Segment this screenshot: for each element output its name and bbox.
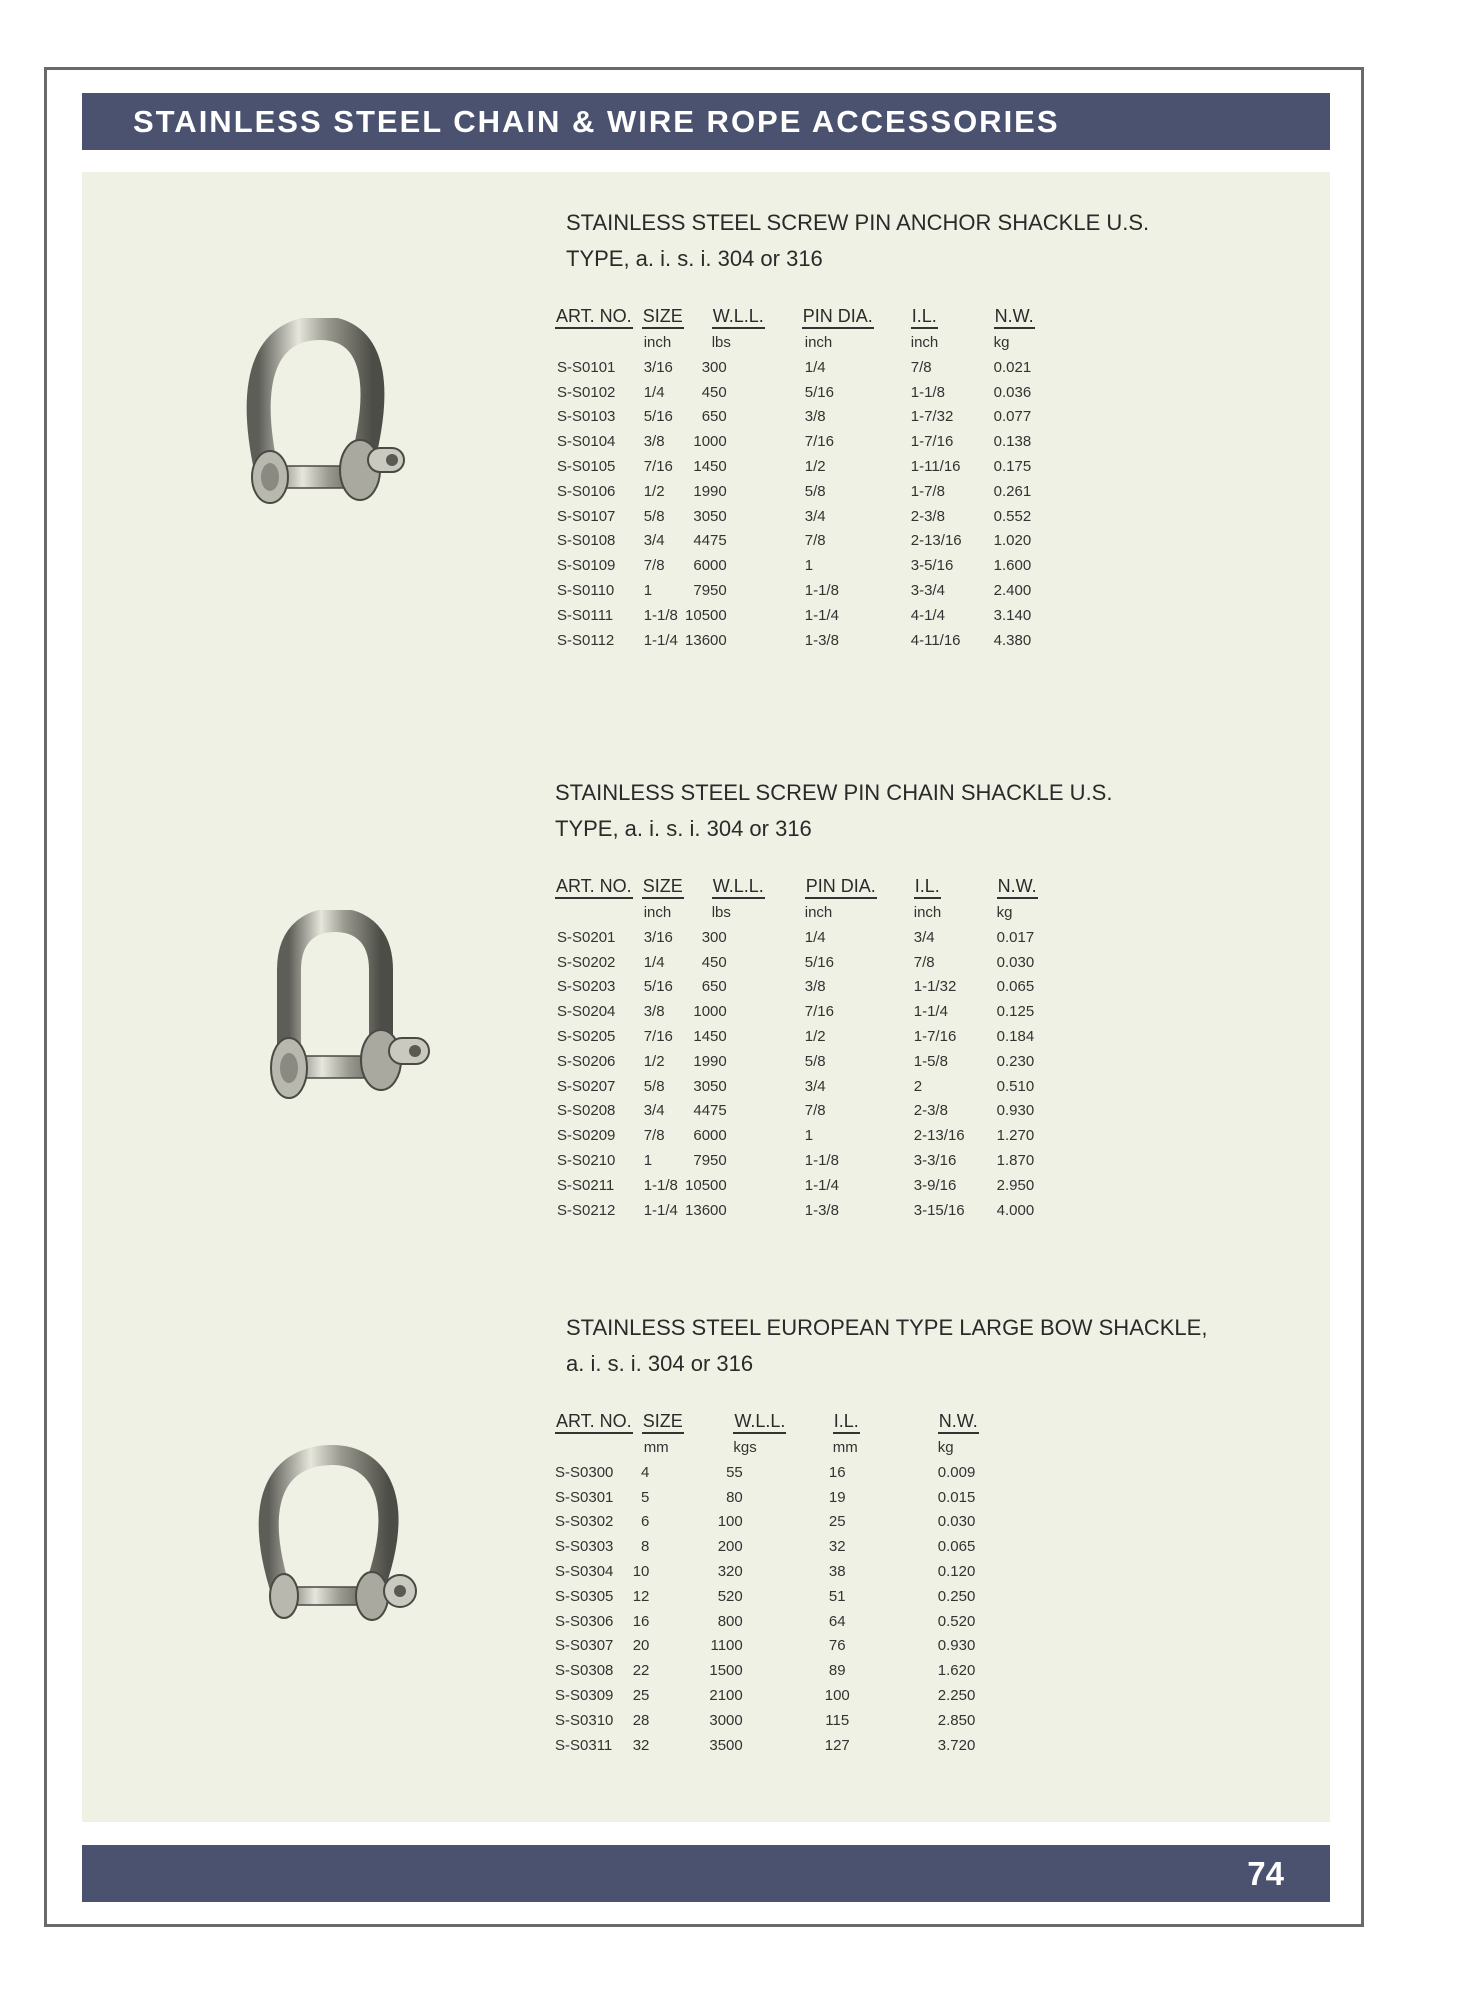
- title-line-2: a. i. s. i. 304 or 316: [566, 1351, 754, 1376]
- table-cell: 7950: [693, 1152, 727, 1170]
- title-line-1: STAINLESS STEEL EUROPEAN TYPE LARGE BOW SHACKLE,: [566, 1315, 1208, 1340]
- table-cell: 1450: [693, 1028, 727, 1046]
- table-cell: 0.930: [996, 1102, 1035, 1120]
- table-cell: 3000: [709, 1711, 743, 1729]
- table-cell: S-S0207: [557, 1077, 616, 1095]
- table-row: [555, 1683, 979, 1708]
- table-cell: S-S0101: [557, 358, 616, 376]
- col-size: SIZE: [642, 306, 684, 329]
- unit: mm: [643, 1438, 669, 1456]
- table-cell: 1990: [693, 1052, 727, 1070]
- table-cell: 3/4: [643, 532, 665, 550]
- table-cell: 0.261: [993, 482, 1032, 500]
- unit: lbs: [711, 333, 731, 351]
- table-cell: 1000: [693, 433, 727, 451]
- table-cell: 0.030: [937, 1513, 976, 1531]
- table-cell: 7/8: [804, 1102, 826, 1120]
- table-cell: 0.138: [993, 433, 1032, 451]
- table-cell: S-S0109: [557, 557, 616, 575]
- table-cell: S-S0212: [557, 1201, 616, 1219]
- table-cell: 3-3/4: [910, 582, 945, 600]
- table-cell: 6: [641, 1513, 650, 1531]
- table-row: [555, 429, 1035, 454]
- table-cell: S-S0201: [557, 928, 616, 946]
- table-cell: 100: [824, 1687, 850, 1705]
- table-cell: 3050: [693, 507, 727, 525]
- unit: inch: [643, 333, 672, 351]
- table-cell: 1: [643, 582, 653, 600]
- table-cell: 300: [701, 928, 727, 946]
- table-cell: 127: [824, 1736, 850, 1754]
- table-cell: 64: [828, 1612, 846, 1630]
- col-wll: W.L.L.: [733, 1411, 786, 1434]
- table-cell: 4475: [693, 1102, 727, 1120]
- table-cell: 1-7/16: [913, 1028, 957, 1046]
- table-cell: S-S0202: [557, 953, 616, 971]
- table-cell: 1990: [693, 482, 727, 500]
- table-cell: S-S0105: [557, 458, 616, 476]
- table-cell: 55: [726, 1463, 743, 1481]
- table-cell: 0.015: [937, 1488, 976, 1506]
- table-cell: 3-9/16: [913, 1176, 957, 1194]
- table-cell: S-S0204: [557, 1003, 616, 1021]
- table-cell: S-S0310: [555, 1711, 614, 1729]
- table-row: [555, 1460, 979, 1485]
- table-body: [555, 355, 1035, 653]
- col-nw: N.W.: [938, 1411, 979, 1434]
- table-cell: 1-1/8: [643, 1176, 678, 1194]
- table-cell: 25: [632, 1687, 650, 1705]
- table-row: [555, 355, 1035, 380]
- page-number: 74: [1247, 1855, 1284, 1892]
- unit: inch: [804, 333, 833, 351]
- unit: kg: [937, 1438, 954, 1456]
- table-cell: 1-1/8: [910, 383, 945, 401]
- table-cell: 51: [828, 1587, 846, 1605]
- table-cell: 3050: [693, 1077, 727, 1095]
- table-cell: 1-1/4: [804, 606, 839, 624]
- title-line-1: STAINLESS STEEL SCREW PIN ANCHOR SHACKLE U.S.: [566, 210, 1150, 235]
- table-cell: 3-5/16: [910, 557, 954, 575]
- chain-shackle-photo: [255, 910, 445, 1130]
- footer-bar: [82, 1845, 1330, 1902]
- table-cell: 2.250: [937, 1687, 976, 1705]
- table-cell: 1-11/16: [910, 458, 961, 476]
- title-line-2: TYPE, a. i. s. i. 304 or 316: [566, 246, 823, 271]
- table-cell: 5/8: [643, 1077, 665, 1095]
- table-cell: 3.720: [937, 1736, 976, 1754]
- table-cell: 1000: [693, 1003, 727, 1021]
- title-line-2: TYPE, a. i. s. i. 304 or 316: [555, 816, 812, 841]
- unit: lbs: [711, 903, 731, 921]
- table-row: [555, 1559, 979, 1584]
- table-cell: 1/4: [643, 953, 665, 971]
- table-row: [555, 1123, 1038, 1148]
- table-row: [555, 553, 1035, 578]
- unit: inch: [643, 903, 672, 921]
- section-title: [566, 205, 1326, 277]
- table-cell: 1: [804, 557, 814, 575]
- table-row: [555, 479, 1035, 504]
- table-cell: 3/8: [643, 1003, 665, 1021]
- table-cell: 2-13/16: [913, 1127, 965, 1145]
- section-title: [566, 1310, 1326, 1382]
- table-cell: 89: [828, 1662, 846, 1680]
- table-cell: S-S0206: [557, 1052, 616, 1070]
- table-cell: 13600: [685, 631, 727, 649]
- table-cell: 3-3/16: [913, 1152, 957, 1170]
- table-cell: 450: [701, 383, 727, 401]
- table-cell: 6000: [693, 557, 727, 575]
- table-cell: S-S0112: [557, 631, 615, 649]
- table-cell: 0.250: [937, 1587, 976, 1605]
- table-cell: 1-1/4: [643, 631, 678, 649]
- table-cell: S-S0210: [557, 1152, 616, 1170]
- table-cell: 5/16: [643, 978, 673, 996]
- table-cell: 4: [641, 1463, 650, 1481]
- table-row: [555, 454, 1035, 479]
- table-cell: 1-3/8: [804, 631, 839, 649]
- title-line-1: STAINLESS STEEL SCREW PIN CHAIN SHACKLE U.S.: [555, 780, 1113, 805]
- table-cell: 2-3/8: [913, 1102, 948, 1120]
- bow-shackle-photo: [250, 1445, 430, 1655]
- table-cell: S-S0104: [557, 433, 616, 451]
- table-cell: S-S0107: [557, 507, 616, 525]
- unit: inch: [910, 333, 939, 351]
- table-row: [555, 1485, 979, 1510]
- spec-table: [555, 1408, 979, 1758]
- table-cell: 0.021: [993, 358, 1032, 376]
- table-row: [555, 603, 1035, 628]
- table-row: [555, 1708, 979, 1733]
- table-cell: S-S0110: [557, 582, 615, 600]
- table-body: [555, 1460, 979, 1758]
- table-cell: 1100: [710, 1637, 743, 1655]
- table-row: [555, 1534, 979, 1559]
- table-cell: 0.184: [996, 1028, 1035, 1046]
- table-cell: 2-13/16: [910, 532, 962, 550]
- table-cell: S-S0306: [555, 1612, 614, 1630]
- table-cell: 10: [632, 1563, 650, 1581]
- table-cell: 1-1/4: [913, 1003, 948, 1021]
- table-cell: 7/8: [913, 953, 935, 971]
- table-cell: 650: [701, 408, 727, 426]
- table-cell: 7/16: [643, 1028, 673, 1046]
- table-cell: S-S0308: [555, 1662, 614, 1680]
- table-cell: 16: [632, 1612, 650, 1630]
- table-cell: 0.017: [996, 928, 1035, 946]
- table-cell: S-S0108: [557, 532, 616, 550]
- table-cell: 22: [632, 1662, 650, 1680]
- unit: inch: [804, 903, 833, 921]
- table-cell: 1-3/8: [804, 1201, 839, 1219]
- col-pin-dia: PIN DIA.: [805, 876, 877, 899]
- table-cell: 1: [804, 1127, 814, 1145]
- table-cell: 7/16: [804, 1003, 834, 1021]
- col-wll: W.L.L.: [712, 876, 765, 899]
- table-cell: 76: [828, 1637, 846, 1655]
- table-cell: 0.077: [993, 408, 1032, 426]
- table-cell: 300: [701, 358, 727, 376]
- unit: kg: [996, 903, 1013, 921]
- table-cell: S-S0311: [555, 1736, 613, 1754]
- table-cell: S-S0111: [557, 606, 614, 624]
- table-cell: 1450: [693, 458, 727, 476]
- table-cell: 0.065: [996, 978, 1035, 996]
- table-cell: 13600: [685, 1201, 727, 1219]
- table-cell: S-S0303: [555, 1538, 614, 1556]
- table-cell: S-S0209: [557, 1127, 616, 1145]
- table-cell: 1/4: [804, 928, 826, 946]
- table-row: [555, 1733, 979, 1758]
- table-cell: 32: [828, 1538, 846, 1556]
- table-cell: 25: [828, 1513, 846, 1531]
- table-cell: 4475: [693, 532, 727, 550]
- table-cell: 5/8: [804, 482, 826, 500]
- table-cell: 1-7/8: [910, 482, 945, 500]
- table-cell: 1-5/8: [913, 1052, 948, 1070]
- table-cell: 0.009: [937, 1463, 976, 1481]
- table-row: [555, 1074, 1038, 1099]
- page-title: STAINLESS STEEL CHAIN & WIRE ROPE ACCESSORIES: [133, 104, 1060, 139]
- table-cell: 3-15/16: [913, 1201, 965, 1219]
- table-cell: 7/8: [643, 1127, 665, 1145]
- unit: inch: [913, 903, 942, 921]
- table-cell: 0.120: [937, 1563, 976, 1581]
- table-cell: 10500: [685, 606, 727, 624]
- table-cell: 2-3/8: [910, 507, 945, 525]
- col-il: I.L.: [914, 876, 941, 899]
- table-cell: 0.030: [996, 953, 1035, 971]
- table-row: [555, 628, 1035, 653]
- table-cell: 0.065: [937, 1538, 976, 1556]
- col-art-no: ART. NO.: [555, 876, 633, 899]
- table-cell: 4.380: [993, 631, 1032, 649]
- table-row: [555, 1609, 979, 1634]
- col-il: I.L.: [833, 1411, 860, 1434]
- table-cell: 20: [632, 1637, 650, 1655]
- table-cell: 2100: [709, 1687, 743, 1705]
- table-cell: 0.175: [993, 458, 1032, 476]
- table-cell: S-S0203: [557, 978, 616, 996]
- table-cell: 2.400: [993, 582, 1032, 600]
- table-cell: 1-1/4: [804, 1176, 839, 1194]
- table-row: [555, 1049, 1038, 1074]
- table-cell: 0.036: [993, 383, 1032, 401]
- table-cell: 0.510: [996, 1077, 1035, 1095]
- table-cell: S-S0102: [557, 383, 616, 401]
- table-cell: 5: [641, 1488, 650, 1506]
- table-cell: S-S0307: [555, 1637, 614, 1655]
- table-cell: 1/2: [643, 1052, 665, 1070]
- table-row: [555, 1198, 1038, 1223]
- table-cell: 1/2: [804, 1028, 826, 1046]
- table-cell: 4-11/16: [910, 631, 961, 649]
- unit: mm: [832, 1438, 858, 1456]
- col-wll: W.L.L.: [712, 306, 765, 329]
- table-row: [555, 1658, 979, 1683]
- table-cell: 3/8: [643, 433, 665, 451]
- table-cell: 1500: [709, 1662, 743, 1680]
- table-cell: 1-1/4: [643, 1201, 678, 1219]
- table-cell: 16: [828, 1463, 846, 1481]
- table-cell: 450: [701, 953, 727, 971]
- table-cell: 3/4: [913, 928, 935, 946]
- table-cell: 10500: [685, 1176, 727, 1194]
- table-cell: 3/16: [643, 358, 673, 376]
- table-cell: 1/4: [804, 358, 826, 376]
- table-cell: 1-7/32: [910, 408, 954, 426]
- table-cell: 7/8: [643, 557, 665, 575]
- col-art-no: ART. NO.: [555, 1411, 633, 1434]
- unit: [555, 329, 633, 355]
- table-cell: 3/16: [643, 928, 673, 946]
- table-cell: 2.850: [937, 1711, 976, 1729]
- table-cell: 3.140: [993, 606, 1032, 624]
- spec-table: [555, 873, 1038, 1223]
- table-row: [555, 999, 1038, 1024]
- table-cell: 7/16: [804, 433, 834, 451]
- table-cell: 1-1/8: [804, 1152, 839, 1170]
- table-cell: S-S0309: [555, 1687, 614, 1705]
- table-cell: 7950: [693, 582, 727, 600]
- table-cell: 100: [717, 1513, 743, 1531]
- table-cell: 1-1/32: [913, 978, 957, 996]
- table-cell: 1/4: [643, 383, 665, 401]
- table-row: [555, 950, 1038, 975]
- table-cell: 1-1/8: [643, 606, 678, 624]
- table-cell: 1.600: [993, 557, 1032, 575]
- table-cell: 320: [717, 1563, 743, 1581]
- table-row: [555, 578, 1035, 603]
- table-cell: 1.020: [993, 532, 1032, 550]
- anchor-shackle-photo: [240, 318, 420, 538]
- table-cell: 5/16: [804, 383, 834, 401]
- table-cell: 650: [701, 978, 727, 996]
- table-row: [555, 1099, 1038, 1124]
- table-cell: S-S0205: [557, 1028, 616, 1046]
- table-cell: 1.620: [937, 1662, 976, 1680]
- unit: [555, 899, 633, 925]
- table-cell: S-S0208: [557, 1102, 616, 1120]
- table-cell: 800: [717, 1612, 743, 1630]
- table-cell: 4-1/4: [910, 606, 945, 624]
- table-cell: 5/16: [643, 408, 673, 426]
- unit: kg: [993, 333, 1010, 351]
- table-cell: 28: [632, 1711, 650, 1729]
- table-cell: S-S0305: [555, 1587, 614, 1605]
- table-cell: 5/8: [643, 507, 665, 525]
- table-cell: 1.870: [996, 1152, 1035, 1170]
- table-cell: 3/4: [643, 1102, 665, 1120]
- table-row: [555, 1024, 1038, 1049]
- table-row: [555, 1634, 979, 1659]
- table-cell: S-S0106: [557, 482, 616, 500]
- table-row: [555, 405, 1035, 430]
- table-cell: 1-1/8: [804, 582, 839, 600]
- table-row: [555, 925, 1038, 950]
- table-cell: 32: [632, 1736, 650, 1754]
- table-cell: 0.125: [996, 1003, 1035, 1021]
- table-cell: 19: [828, 1488, 846, 1506]
- unit: kgs: [733, 1438, 757, 1456]
- table-cell: 6000: [693, 1127, 727, 1145]
- table-cell: S-S0304: [555, 1563, 614, 1581]
- table-row: [555, 975, 1038, 1000]
- table-row: [555, 1510, 979, 1535]
- table-cell: 4.000: [996, 1201, 1035, 1219]
- table-cell: 80: [726, 1488, 743, 1506]
- table-cell: 3/4: [804, 507, 826, 525]
- table-cell: 12: [632, 1587, 650, 1605]
- table-cell: 7/8: [910, 358, 932, 376]
- table-cell: 1: [643, 1152, 653, 1170]
- table-cell: 2: [913, 1077, 923, 1095]
- table-cell: 1/2: [804, 458, 826, 476]
- table-cell: 5/8: [804, 1052, 826, 1070]
- header-bar: [82, 93, 1330, 150]
- col-pin-dia: PIN DIA.: [802, 306, 874, 329]
- col-nw: N.W.: [997, 876, 1038, 899]
- table-cell: 2.950: [996, 1176, 1035, 1194]
- table-cell: S-S0301: [555, 1488, 614, 1506]
- table-cell: 7/16: [643, 458, 673, 476]
- col-size: SIZE: [642, 1411, 684, 1434]
- table-cell: 0.552: [993, 507, 1032, 525]
- table-row: [555, 380, 1035, 405]
- unit: [555, 1434, 633, 1460]
- table-row: [555, 529, 1035, 554]
- table-cell: 38: [828, 1563, 846, 1581]
- table-cell: 0.930: [937, 1637, 976, 1655]
- table-cell: 3/8: [804, 978, 826, 996]
- table-cell: 1.270: [996, 1127, 1035, 1145]
- table-row: [555, 1173, 1038, 1198]
- table-cell: 200: [717, 1538, 743, 1556]
- col-size: SIZE: [642, 876, 684, 899]
- table-cell: 1/2: [643, 482, 665, 500]
- col-nw: N.W.: [994, 306, 1035, 329]
- table-cell: 5/16: [804, 953, 834, 971]
- table-cell: 0.520: [937, 1612, 976, 1630]
- table-row: [555, 1148, 1038, 1173]
- table-cell: 3500: [709, 1736, 743, 1754]
- table-cell: S-S0300: [555, 1463, 614, 1481]
- table-cell: S-S0302: [555, 1513, 614, 1531]
- table-cell: 7/8: [804, 532, 826, 550]
- table-cell: S-S0211: [557, 1176, 615, 1194]
- spec-table: [555, 303, 1035, 653]
- table-cell: 1-7/16: [910, 433, 954, 451]
- table-cell: 520: [717, 1587, 743, 1605]
- table-cell: 3/8: [804, 408, 826, 426]
- table-row: [555, 504, 1035, 529]
- table-body: [555, 925, 1038, 1223]
- table-cell: 0.230: [996, 1052, 1035, 1070]
- table-cell: 115: [825, 1711, 850, 1729]
- table-cell: 3/4: [804, 1077, 826, 1095]
- section-title: [555, 775, 1315, 847]
- table-row: [555, 1584, 979, 1609]
- col-art-no: ART. NO.: [555, 306, 633, 329]
- table-cell: S-S0103: [557, 408, 616, 426]
- table-cell: 8: [641, 1538, 650, 1556]
- col-il: I.L.: [911, 306, 938, 329]
